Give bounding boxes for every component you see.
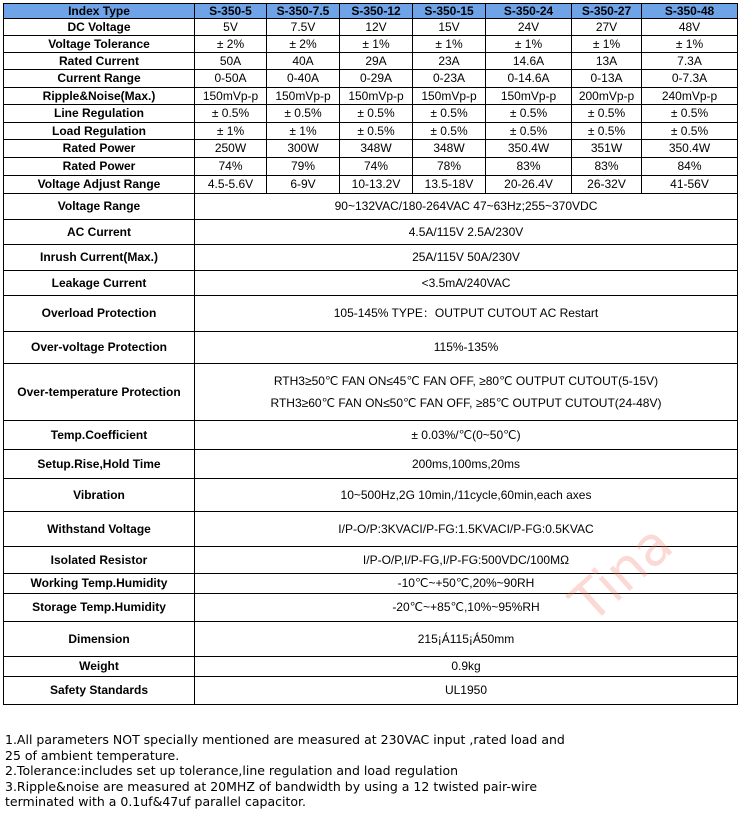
row-value: 83% xyxy=(486,158,572,176)
row-value: I/P-O/P:3KVACI/P-FG:1.5KVACI/P-FG:0.5KVAC xyxy=(195,512,738,547)
common-row xyxy=(4,622,738,657)
row-value: ± 0.5% xyxy=(642,123,738,140)
row-label: AC Current xyxy=(4,220,195,245)
row-label: Ripple&Noise(Max.) xyxy=(4,88,195,105)
row-label: Voltage Adjust Range xyxy=(4,176,195,194)
model-name: S-350-12 xyxy=(340,4,413,19)
row-value: 12V xyxy=(340,19,413,36)
row-label: Voltage Range xyxy=(4,194,195,220)
spec-row xyxy=(4,53,738,70)
row-value: 150mVp-p xyxy=(486,88,572,105)
row-value: 24V xyxy=(486,19,572,36)
row-value: ± 0.03%/℃(0~50℃) xyxy=(195,421,738,450)
row-value: 79% xyxy=(267,158,340,176)
row-value: 50A xyxy=(195,53,267,70)
common-row xyxy=(4,594,738,622)
row-value-multiline xyxy=(195,364,738,421)
row-value: 90~132VAC/180-264VAC 47~63Hz;255~370VDC xyxy=(195,194,738,220)
row-value: ± 0.5% xyxy=(340,123,413,140)
row-value: 150mVp-p xyxy=(267,88,340,105)
row-value: 20-26.4V xyxy=(486,176,572,194)
row-value: 78% xyxy=(413,158,486,176)
row-value: ± 0.5% xyxy=(572,123,642,140)
row-label: Overload Protection xyxy=(4,296,195,332)
row-value: ± 2% xyxy=(195,36,267,53)
row-value: 0-13A xyxy=(572,70,642,88)
row-label: Rated Current xyxy=(4,53,195,70)
row-value: 4.5-5.6V xyxy=(195,176,267,194)
note-line: terminated with a 0.1uf&47uf parallel capacitor. xyxy=(5,794,306,809)
row-value: 26-32V xyxy=(572,176,642,194)
row-value: ± 0.5% xyxy=(267,105,340,123)
row-value: ± 2% xyxy=(267,36,340,53)
common-row xyxy=(4,220,738,245)
row-value: 115%-135% xyxy=(195,332,738,364)
row-label: Over-temperature Protection xyxy=(4,364,195,421)
row-value: <3.5mA/240VAC xyxy=(195,271,738,296)
row-value: 200ms,100ms,20ms xyxy=(195,450,738,479)
model-name: S-350-27 xyxy=(572,4,642,19)
row-label: Line Regulation xyxy=(4,105,195,123)
common-row xyxy=(4,364,738,421)
value-line: RTH3≥50℃ FAN ON≤45℃ FAN OFF, ≥80℃ OUTPUT CUTOUT(5-15V) xyxy=(273,374,659,388)
row-label: Load Regulation xyxy=(4,123,195,140)
spec-row xyxy=(4,105,738,123)
row-value: -20℃~+85℃,10%~95%RH xyxy=(195,594,738,622)
row-value: ± 0.5% xyxy=(642,105,738,123)
row-value: 83% xyxy=(572,158,642,176)
row-value: 74% xyxy=(340,158,413,176)
common-row xyxy=(4,332,738,364)
row-label: Isolated Resistor xyxy=(4,547,195,574)
row-label: DC Voltage xyxy=(4,19,195,36)
row-value: 350.4W xyxy=(642,140,738,158)
row-value: ± 1% xyxy=(642,36,738,53)
row-value: 13.5-18V xyxy=(413,176,486,194)
common-row xyxy=(4,296,738,332)
row-value: 348W xyxy=(413,140,486,158)
row-value: UL1950 xyxy=(195,677,738,705)
row-value: 10~500Hz,2G 10min,/11cycle,60min,each axes xyxy=(195,479,738,512)
row-value: ± 0.5% xyxy=(195,105,267,123)
row-value: 200mVp-p xyxy=(572,88,642,105)
row-value: 0-7.3A xyxy=(642,70,738,88)
spec-table xyxy=(3,3,738,705)
row-label: Rated Power xyxy=(4,158,195,176)
row-label: Inrush Current(Max.) xyxy=(4,245,195,271)
row-value: ± 0.5% xyxy=(486,105,572,123)
row-value: 351W xyxy=(572,140,642,158)
row-value: I/P-O/P,I/P-FG,I/P-FG:500VDC/100MΩ xyxy=(195,547,738,574)
row-value: 150mVp-p xyxy=(195,88,267,105)
spec-row xyxy=(4,158,738,176)
common-row xyxy=(4,512,738,547)
spec-row xyxy=(4,140,738,158)
row-label: Setup.Rise,Hold Time xyxy=(4,450,195,479)
spec-row xyxy=(4,36,738,53)
row-value: 13A xyxy=(572,53,642,70)
row-value: ± 1% xyxy=(572,36,642,53)
row-value: 105-145% TYPE：OUTPUT CUTOUT AC Restart xyxy=(195,296,738,332)
common-row xyxy=(4,547,738,574)
row-value: ± 1% xyxy=(195,123,267,140)
row-value: 23A xyxy=(413,53,486,70)
row-value: ± 1% xyxy=(486,36,572,53)
row-label: Withstand Voltage xyxy=(4,512,195,547)
row-value: 350.4W xyxy=(486,140,572,158)
row-value: 300W xyxy=(267,140,340,158)
row-value: 240mVp-p xyxy=(642,88,738,105)
row-value: ± 0.5% xyxy=(413,105,486,123)
model-name: S-350-15 xyxy=(413,4,486,19)
row-value: 41-56V xyxy=(642,176,738,194)
row-label: Safety Standards xyxy=(4,677,195,705)
row-label: Temp.Coefficient xyxy=(4,421,195,450)
row-value: ± 0.5% xyxy=(572,105,642,123)
common-row xyxy=(4,271,738,296)
row-label: Storage Temp.Humidity xyxy=(4,594,195,622)
row-value: 15V xyxy=(413,19,486,36)
row-value: 40A xyxy=(267,53,340,70)
row-value: 27V xyxy=(572,19,642,36)
row-value: 0-40A xyxy=(267,70,340,88)
note-line: 1.All parameters NOT specially mentioned are measured at 230VAC input ,rated load and xyxy=(5,732,565,747)
row-label: Weight xyxy=(4,657,195,677)
row-value: 29A xyxy=(340,53,413,70)
spec-row xyxy=(4,19,738,36)
row-value: ± 0.5% xyxy=(340,105,413,123)
row-value: 0-29A xyxy=(340,70,413,88)
row-value: ± 0.5% xyxy=(486,123,572,140)
common-row xyxy=(4,450,738,479)
spec-row xyxy=(4,123,738,140)
row-label: Vibration xyxy=(4,479,195,512)
watermark: Tina xyxy=(558,511,685,635)
row-value: 150mVp-p xyxy=(413,88,486,105)
model-name: S-350-7.5 xyxy=(267,4,340,19)
value-line: RTH3≥60℃ FAN ON≤50℃ FAN OFF, ≥85℃ OUTPUT CUTOUT(24-48V) xyxy=(270,396,662,410)
row-value: 84% xyxy=(642,158,738,176)
note-line: 2.Tolerance:includes set up tolerance,line regulation and load regulation xyxy=(5,763,459,778)
row-value: ± 0.5% xyxy=(413,123,486,140)
row-label: Working Temp.Humidity xyxy=(4,574,195,594)
row-value: 7.3A xyxy=(642,53,738,70)
row-value: 150mVp-p xyxy=(340,88,413,105)
row-value: 0-50A xyxy=(195,70,267,88)
note-line: 3.Ripple&noise are measured at 20MHZ of bandwidth by using a 12 twisted pair-wire xyxy=(5,778,538,794)
model-name: S-350-5 xyxy=(195,4,267,19)
row-value: 74% xyxy=(195,158,267,176)
row-value: ± 1% xyxy=(340,36,413,53)
footnotes xyxy=(5,732,735,810)
spec-row xyxy=(4,70,738,88)
row-value: 6-9V xyxy=(267,176,340,194)
spec-row xyxy=(4,176,738,194)
row-value: ± 1% xyxy=(267,123,340,140)
common-row xyxy=(4,245,738,271)
row-label: Over-voltage Protection xyxy=(4,332,195,364)
row-label: Current Range xyxy=(4,70,195,88)
row-label: Voltage Tolerance xyxy=(4,36,195,53)
row-value: 215¡Á115¡Á50mm xyxy=(195,622,738,657)
common-row xyxy=(4,194,738,220)
row-value: 5V xyxy=(195,19,267,36)
row-label: Dimension xyxy=(4,622,195,657)
row-value: 48V xyxy=(642,19,738,36)
row-value: 10-13.2V xyxy=(340,176,413,194)
row-value: 0-23A xyxy=(413,70,486,88)
common-row xyxy=(4,479,738,512)
common-row xyxy=(4,657,738,677)
model-name: S-350-48 xyxy=(642,4,738,19)
header-label: Index Type xyxy=(4,4,195,19)
row-value: 250W xyxy=(195,140,267,158)
row-value: 14.6A xyxy=(486,53,572,70)
common-row xyxy=(4,574,738,594)
header-row xyxy=(4,4,738,19)
row-value: ± 1% xyxy=(413,36,486,53)
row-value: 348W xyxy=(340,140,413,158)
row-value: 0.9kg xyxy=(195,657,738,677)
note-line: 25 of ambient temperature. xyxy=(5,747,180,763)
spec-row xyxy=(4,88,738,105)
common-row xyxy=(4,677,738,705)
row-value: 0-14.6A xyxy=(486,70,572,88)
row-label: Leakage Current xyxy=(4,271,195,296)
row-value: -10℃~+50℃,20%~90RH xyxy=(195,574,738,594)
row-value: 7.5V xyxy=(267,19,340,36)
row-value: 25A/115V 50A/230V xyxy=(195,245,738,271)
row-value: 4.5A/115V 2.5A/230V xyxy=(195,220,738,245)
row-label: Rated Power xyxy=(4,140,195,158)
spec-table-body xyxy=(4,4,738,705)
model-name: S-350-24 xyxy=(486,4,572,19)
common-row xyxy=(4,421,738,450)
